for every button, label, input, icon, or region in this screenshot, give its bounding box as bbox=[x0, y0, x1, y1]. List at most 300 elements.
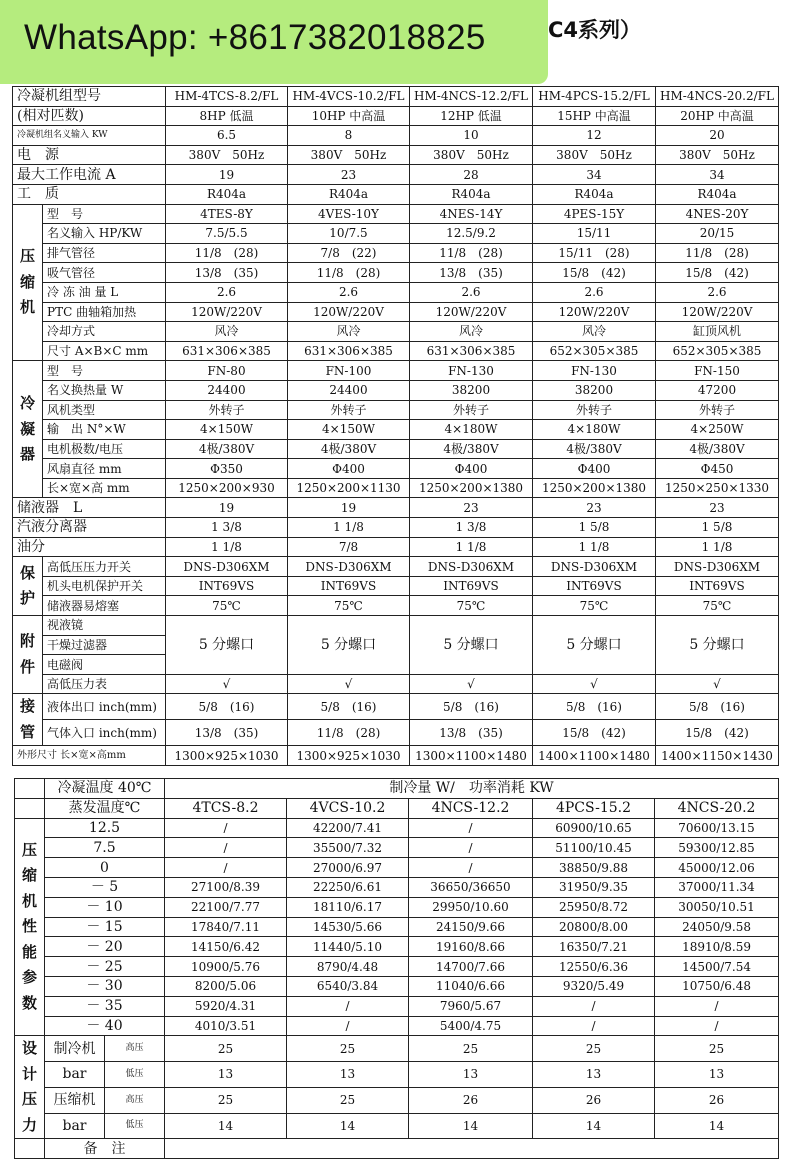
section-char: 缩 bbox=[19, 272, 35, 291]
design-label: bar bbox=[45, 1062, 105, 1088]
row-label: 储液器易熔塞 bbox=[43, 596, 166, 616]
value-cell: 4PES-15Y bbox=[533, 204, 656, 224]
evap-temp: 0 bbox=[45, 858, 165, 878]
value-cell: 34 bbox=[533, 165, 656, 185]
value-cell: 4010/3.51 bbox=[165, 1016, 287, 1036]
value-cell: 631×306×385 bbox=[410, 341, 533, 361]
value-cell: 1300×925×1030 bbox=[288, 746, 410, 766]
table-row bbox=[13, 341, 779, 361]
row-label: 风机类型 bbox=[43, 400, 166, 420]
row-label: 风扇直径 mm bbox=[43, 459, 166, 479]
value-cell: 25 bbox=[287, 1087, 409, 1113]
value-cell: / bbox=[409, 838, 533, 858]
row-label: (相对匹数) bbox=[13, 106, 166, 126]
value-cell: 15/8 (42) bbox=[533, 263, 656, 283]
evap-temp: － 20 bbox=[45, 937, 165, 957]
value-cell: 4极/380V bbox=[656, 439, 779, 459]
value-cell: 1 3/8 bbox=[166, 518, 288, 538]
evap-temp: － 25 bbox=[45, 957, 165, 977]
table-row bbox=[15, 1139, 779, 1159]
value-cell: 1250×200×1380 bbox=[410, 478, 533, 498]
value-cell: √ bbox=[166, 674, 288, 694]
value-cell: 25 bbox=[287, 1036, 409, 1062]
whatsapp-banner bbox=[0, 0, 548, 84]
table-row bbox=[13, 380, 779, 400]
row-label: 油分 bbox=[13, 537, 166, 557]
value-cell: 4TES-8Y bbox=[166, 204, 288, 224]
value-cell: 4×250W bbox=[656, 420, 779, 440]
row-label: 电 源 bbox=[13, 145, 166, 165]
row-label: 尺寸 A×B×C mm bbox=[43, 341, 166, 361]
value-cell: 外转子 bbox=[410, 400, 533, 420]
value-cell: 1 1/8 bbox=[656, 537, 779, 557]
section-char: 计 bbox=[21, 1064, 37, 1083]
table-row bbox=[15, 779, 779, 799]
value-cell: 47200 bbox=[656, 380, 779, 400]
value-cell: 20HP 中高温 bbox=[656, 106, 779, 126]
value-cell: 4极/380V bbox=[410, 439, 533, 459]
section-label bbox=[13, 694, 43, 746]
section-char: 性 bbox=[21, 917, 37, 936]
table-row bbox=[13, 420, 779, 440]
value-cell: 23 bbox=[288, 165, 410, 185]
value-cell: 20 bbox=[656, 126, 779, 146]
row-label: 电机极数/电压 bbox=[43, 439, 166, 459]
value-cell: 11/8 (28) bbox=[166, 243, 288, 263]
value-cell: / bbox=[165, 818, 287, 838]
value-cell: 27100/8.39 bbox=[165, 877, 287, 897]
table-row bbox=[13, 106, 779, 126]
value-cell: 19 bbox=[166, 165, 288, 185]
value-cell: 8 bbox=[288, 126, 410, 146]
row-label: 气体入口 inch(mm) bbox=[43, 720, 166, 746]
table-row bbox=[13, 361, 779, 381]
table-row bbox=[13, 184, 779, 204]
value-cell: 5 分螺口 bbox=[166, 616, 288, 675]
section-char: 附 bbox=[19, 632, 35, 651]
value-cell: 70600/13.15 bbox=[655, 818, 779, 838]
value-cell: 24400 bbox=[166, 380, 288, 400]
spec-table bbox=[12, 86, 779, 766]
row-label: 外形尺寸 长×宽×高mm bbox=[13, 746, 166, 766]
table-row bbox=[13, 537, 779, 557]
corner-cell bbox=[15, 798, 45, 818]
model-header: 4NCS-20.2 bbox=[655, 798, 779, 818]
value-cell: 4×150W bbox=[166, 420, 288, 440]
table-row bbox=[13, 204, 779, 224]
value-cell: 2.6 bbox=[410, 282, 533, 302]
value-cell: 14150/6.42 bbox=[165, 937, 287, 957]
value-cell: / bbox=[655, 996, 779, 1016]
value-cell: 14 bbox=[655, 1113, 779, 1139]
value-cell: 23 bbox=[410, 498, 533, 518]
evap-temp: 12.5 bbox=[45, 818, 165, 838]
value-cell: 37000/11.34 bbox=[655, 877, 779, 897]
value-cell: 4NES-14Y bbox=[410, 204, 533, 224]
value-cell: 31950/9.35 bbox=[533, 877, 655, 897]
value-cell: 14 bbox=[533, 1113, 655, 1139]
value-cell: 42200/7.41 bbox=[287, 818, 409, 838]
value-cell: INT69VS bbox=[410, 576, 533, 596]
row-label: 型 号 bbox=[43, 204, 166, 224]
value-cell: HM-4VCS-10.2/FL bbox=[288, 87, 410, 107]
value-cell: √ bbox=[533, 674, 656, 694]
section-char: 护 bbox=[19, 589, 35, 608]
value-cell: DNS-D306XM bbox=[166, 557, 288, 577]
value-cell: / bbox=[287, 1016, 409, 1036]
value-cell: R404a bbox=[656, 184, 779, 204]
value-cell: 5 分螺口 bbox=[656, 616, 779, 675]
remark-label: 备 注 bbox=[45, 1139, 165, 1159]
value-cell: 13/8 (35) bbox=[410, 720, 533, 746]
value-cell: √ bbox=[656, 674, 779, 694]
table-row bbox=[13, 243, 779, 263]
value-cell: HM-4NCS-20.2/FL bbox=[656, 87, 779, 107]
value-cell: 4×180W bbox=[533, 420, 656, 440]
value-cell: 12.5/9.2 bbox=[410, 224, 533, 244]
row-label: 干燥过滤器 bbox=[43, 635, 166, 655]
value-cell: R404a bbox=[533, 184, 656, 204]
value-cell: 12HP 低温 bbox=[410, 106, 533, 126]
value-cell: 15/8 (42) bbox=[656, 263, 779, 283]
value-cell: 15/11 (28) bbox=[533, 243, 656, 263]
value-cell: 1 3/8 bbox=[410, 518, 533, 538]
model-header: 4PCS-15.2 bbox=[533, 798, 655, 818]
value-cell: 外转子 bbox=[288, 400, 410, 420]
table-row bbox=[15, 996, 779, 1016]
section-label bbox=[15, 1036, 45, 1139]
value-cell: 16350/7.21 bbox=[533, 937, 655, 957]
value-cell: 5 分螺口 bbox=[288, 616, 410, 675]
value-cell: R404a bbox=[410, 184, 533, 204]
value-cell: 6.5 bbox=[166, 126, 288, 146]
table-row bbox=[13, 694, 779, 720]
value-cell: √ bbox=[410, 674, 533, 694]
value-cell: 35500/7.32 bbox=[287, 838, 409, 858]
table-row bbox=[13, 478, 779, 498]
value-cell: FN-100 bbox=[288, 361, 410, 381]
table-row bbox=[13, 87, 779, 107]
value-cell: 5 分螺口 bbox=[533, 616, 656, 675]
section-char: 机 bbox=[21, 891, 37, 910]
row-label: 高低压力表 bbox=[43, 674, 166, 694]
value-cell: 外转子 bbox=[656, 400, 779, 420]
table-row bbox=[13, 459, 779, 479]
value-cell: / bbox=[287, 996, 409, 1016]
value-cell: 38850/9.88 bbox=[533, 858, 655, 878]
row-label: 高低压压力开关 bbox=[43, 557, 166, 577]
value-cell: 36650/36650 bbox=[409, 877, 533, 897]
value-cell: INT69VS bbox=[166, 576, 288, 596]
value-cell: 380V 50Hz bbox=[288, 145, 410, 165]
value-cell: 1 1/8 bbox=[533, 537, 656, 557]
value-cell: 19 bbox=[166, 498, 288, 518]
section-char: 力 bbox=[21, 1115, 37, 1134]
value-cell: 5920/4.31 bbox=[165, 996, 287, 1016]
row-label: 吸气管径 bbox=[43, 263, 166, 283]
table-row bbox=[13, 746, 779, 766]
table-row bbox=[13, 224, 779, 244]
value-cell: 25 bbox=[165, 1036, 287, 1062]
value-cell: 12 bbox=[533, 126, 656, 146]
value-cell: 4VES-10Y bbox=[288, 204, 410, 224]
table-row bbox=[15, 1062, 779, 1088]
value-cell: 4×150W bbox=[288, 420, 410, 440]
value-cell: 652×305×385 bbox=[656, 341, 779, 361]
value-cell: HM-4NCS-12.2/FL bbox=[410, 87, 533, 107]
value-cell: 4极/380V bbox=[288, 439, 410, 459]
value-cell: 25 bbox=[165, 1087, 287, 1113]
value-cell: 4×180W bbox=[410, 420, 533, 440]
value-cell: 8HP 低温 bbox=[166, 106, 288, 126]
value-cell: 2.6 bbox=[533, 282, 656, 302]
value-cell: 26 bbox=[409, 1087, 533, 1113]
value-cell: 380V 50Hz bbox=[656, 145, 779, 165]
table-row bbox=[13, 616, 779, 636]
value-cell: 19 bbox=[288, 498, 410, 518]
value-cell: 652×305×385 bbox=[533, 341, 656, 361]
value-cell: Φ400 bbox=[288, 459, 410, 479]
value-cell: 10750/6.48 bbox=[655, 976, 779, 996]
row-label: 冷却方式 bbox=[43, 322, 166, 342]
value-cell: 631×306×385 bbox=[166, 341, 288, 361]
value-cell: 25 bbox=[533, 1036, 655, 1062]
model-header: 4VCS-10.2 bbox=[287, 798, 409, 818]
row-label: 排气管径 bbox=[43, 243, 166, 263]
table-row bbox=[13, 282, 779, 302]
value-cell: FN-130 bbox=[533, 361, 656, 381]
value-cell: 13/8 (35) bbox=[166, 720, 288, 746]
value-cell: 风冷 bbox=[166, 322, 288, 342]
value-cell: 20800/8.00 bbox=[533, 917, 655, 937]
value-cell: 2.6 bbox=[166, 282, 288, 302]
value-cell: 4极/380V bbox=[166, 439, 288, 459]
row-label: 型 号 bbox=[43, 361, 166, 381]
value-cell: 11/8 (28) bbox=[288, 720, 410, 746]
value-cell: 1300×1100×1480 bbox=[410, 746, 533, 766]
value-cell: FN-80 bbox=[166, 361, 288, 381]
value-cell: / bbox=[165, 838, 287, 858]
value-cell: 11440/5.10 bbox=[287, 937, 409, 957]
row-label: 液体出口 inch(mm) bbox=[43, 694, 166, 720]
table-row bbox=[15, 1036, 779, 1062]
value-cell: 8790/4.48 bbox=[287, 957, 409, 977]
value-cell: 26 bbox=[533, 1087, 655, 1113]
table-row bbox=[13, 518, 779, 538]
value-cell: 9320/5.49 bbox=[533, 976, 655, 996]
pressure-type: 高压 bbox=[105, 1036, 165, 1062]
value-cell: 1250×250×1330 bbox=[656, 478, 779, 498]
value-cell: 11/8 (28) bbox=[288, 263, 410, 283]
value-cell: 5/8 (16) bbox=[288, 694, 410, 720]
value-cell: 120W/220V bbox=[288, 302, 410, 322]
value-cell: 15/8 (42) bbox=[656, 720, 779, 746]
value-cell: 18110/6.17 bbox=[287, 897, 409, 917]
value-cell: 51100/10.45 bbox=[533, 838, 655, 858]
table-row bbox=[15, 957, 779, 977]
value-cell: 14500/7.54 bbox=[655, 957, 779, 977]
value-cell: 19160/8.66 bbox=[409, 937, 533, 957]
section-label bbox=[13, 204, 43, 361]
value-cell: Φ400 bbox=[410, 459, 533, 479]
row-label: 名义输入 HP/KW bbox=[43, 224, 166, 244]
model-header: 4TCS-8.2 bbox=[165, 798, 287, 818]
section-char: 压 bbox=[19, 247, 35, 266]
value-cell: 2.6 bbox=[656, 282, 779, 302]
corner-cell bbox=[15, 779, 45, 799]
value-cell: / bbox=[533, 996, 655, 1016]
value-cell: 15HP 中高温 bbox=[533, 106, 656, 126]
value-cell: 13 bbox=[409, 1062, 533, 1088]
value-cell: 380V 50Hz bbox=[166, 145, 288, 165]
value-cell: 75℃ bbox=[410, 596, 533, 616]
value-cell: 25 bbox=[655, 1036, 779, 1062]
whatsapp-number: WhatsApp: +8617382018825 bbox=[24, 18, 486, 57]
value-cell: 22100/7.77 bbox=[165, 897, 287, 917]
table-row bbox=[13, 557, 779, 577]
value-cell: 14700/7.66 bbox=[409, 957, 533, 977]
evap-temp: － 40 bbox=[45, 1016, 165, 1036]
value-cell: 15/8 (42) bbox=[533, 720, 656, 746]
value-cell: 10HP 中高温 bbox=[288, 106, 410, 126]
table-row bbox=[13, 439, 779, 459]
evap-temp: － 15 bbox=[45, 917, 165, 937]
value-cell: DNS-D306XM bbox=[410, 557, 533, 577]
value-cell: INT69VS bbox=[288, 576, 410, 596]
row-label: 工 质 bbox=[13, 184, 166, 204]
value-cell: FN-150 bbox=[656, 361, 779, 381]
section-char: 器 bbox=[19, 445, 35, 464]
table-row bbox=[13, 576, 779, 596]
value-cell: 1 5/8 bbox=[656, 518, 779, 538]
section-char: 保 bbox=[19, 563, 35, 582]
value-cell: 7960/5.67 bbox=[409, 996, 533, 1016]
value-cell: 1 1/8 bbox=[288, 518, 410, 538]
value-cell: 14 bbox=[287, 1113, 409, 1139]
value-cell: 5/8 (16) bbox=[166, 694, 288, 720]
value-cell: 13/8 (35) bbox=[410, 263, 533, 283]
value-cell: 120W/220V bbox=[410, 302, 533, 322]
value-cell: / bbox=[655, 1016, 779, 1036]
value-cell: 1400×1100×1480 bbox=[533, 746, 656, 766]
table-row bbox=[15, 818, 779, 838]
value-cell: 1250×200×1380 bbox=[533, 478, 656, 498]
value-cell: 75℃ bbox=[656, 596, 779, 616]
value-cell: 15/11 bbox=[533, 224, 656, 244]
table-row bbox=[13, 165, 779, 185]
value-cell: 1 5/8 bbox=[533, 518, 656, 538]
value-cell: 380V 50Hz bbox=[533, 145, 656, 165]
evap-temp: － 5 bbox=[45, 877, 165, 897]
series-title: C4系列） bbox=[548, 18, 642, 42]
value-cell: 11/8 (28) bbox=[410, 243, 533, 263]
table-row bbox=[13, 322, 779, 342]
value-cell: 4NES-20Y bbox=[656, 204, 779, 224]
value-cell: 外转子 bbox=[533, 400, 656, 420]
value-cell: 120W/220V bbox=[656, 302, 779, 322]
value-cell: 1 1/8 bbox=[410, 537, 533, 557]
model-header: 4NCS-12.2 bbox=[409, 798, 533, 818]
value-cell: 风冷 bbox=[533, 322, 656, 342]
table-row bbox=[13, 674, 779, 694]
value-cell: 11040/6.66 bbox=[409, 976, 533, 996]
value-cell: 10 bbox=[410, 126, 533, 146]
value-cell: 2.6 bbox=[288, 282, 410, 302]
section-char: 机 bbox=[19, 298, 35, 317]
table-row bbox=[15, 976, 779, 996]
section-char: 数 bbox=[21, 993, 37, 1012]
value-cell: Φ400 bbox=[533, 459, 656, 479]
value-cell: HM-4PCS-15.2/FL bbox=[533, 87, 656, 107]
perf-header: 制冷量 W/ 功率消耗 KW bbox=[165, 779, 779, 799]
design-label: bar bbox=[45, 1113, 105, 1139]
table-row bbox=[13, 126, 779, 146]
value-cell: 28 bbox=[410, 165, 533, 185]
section-label bbox=[13, 361, 43, 498]
table-row bbox=[13, 263, 779, 283]
value-cell: 13 bbox=[655, 1062, 779, 1088]
table-row bbox=[15, 1113, 779, 1139]
section-char: 压 bbox=[21, 840, 37, 859]
value-cell: 11/8 (28) bbox=[656, 243, 779, 263]
value-cell: 外转子 bbox=[166, 400, 288, 420]
value-cell: 24400 bbox=[288, 380, 410, 400]
value-cell: 4极/380V bbox=[533, 439, 656, 459]
design-label: 压缩机 bbox=[45, 1087, 105, 1113]
row-label: 机头电机保护开关 bbox=[43, 576, 166, 596]
cond-temp: 冷凝温度 40℃ bbox=[45, 779, 165, 799]
value-cell: INT69VS bbox=[656, 576, 779, 596]
value-cell: R404a bbox=[166, 184, 288, 204]
value-cell: 29950/10.60 bbox=[409, 897, 533, 917]
row-label: 储液器 L bbox=[13, 498, 166, 518]
row-label: 冷凝机组名义输入 KW bbox=[13, 126, 166, 146]
table-row bbox=[13, 302, 779, 322]
value-cell: 25950/8.72 bbox=[533, 897, 655, 917]
section-char: 管 bbox=[19, 722, 35, 741]
value-cell: HM-4TCS-8.2/FL bbox=[166, 87, 288, 107]
value-cell: 38200 bbox=[533, 380, 656, 400]
value-cell: 23 bbox=[533, 498, 656, 518]
value-cell: 12550/6.36 bbox=[533, 957, 655, 977]
value-cell: 23 bbox=[656, 498, 779, 518]
value-cell: 缸顶风机 bbox=[656, 322, 779, 342]
value-cell: 25 bbox=[409, 1036, 533, 1062]
value-cell: / bbox=[165, 858, 287, 878]
value-cell: 13 bbox=[165, 1062, 287, 1088]
value-cell: 18910/8.59 bbox=[655, 937, 779, 957]
value-cell: 1250×200×930 bbox=[166, 478, 288, 498]
row-label: 名义换热量 W bbox=[43, 380, 166, 400]
value-cell: 59300/12.85 bbox=[655, 838, 779, 858]
row-label: 最大工作电流 A bbox=[13, 165, 166, 185]
table-row bbox=[13, 720, 779, 746]
section-char: 缩 bbox=[21, 866, 37, 885]
value-cell: INT69VS bbox=[533, 576, 656, 596]
row-label: 冷 冻 油 量 L bbox=[43, 282, 166, 302]
value-cell: 120W/220V bbox=[533, 302, 656, 322]
value-cell: 7/8 bbox=[288, 537, 410, 557]
value-cell: 20/15 bbox=[656, 224, 779, 244]
value-cell: 5/8 (16) bbox=[410, 694, 533, 720]
row-label: 输 出 N°×W bbox=[43, 420, 166, 440]
value-cell: 75℃ bbox=[288, 596, 410, 616]
row-label: 冷凝机组型号 bbox=[13, 87, 166, 107]
value-cell: 120W/220V bbox=[166, 302, 288, 322]
design-label: 制冷机 bbox=[45, 1036, 105, 1062]
table-row bbox=[13, 400, 779, 420]
value-cell: 10900/5.76 bbox=[165, 957, 287, 977]
